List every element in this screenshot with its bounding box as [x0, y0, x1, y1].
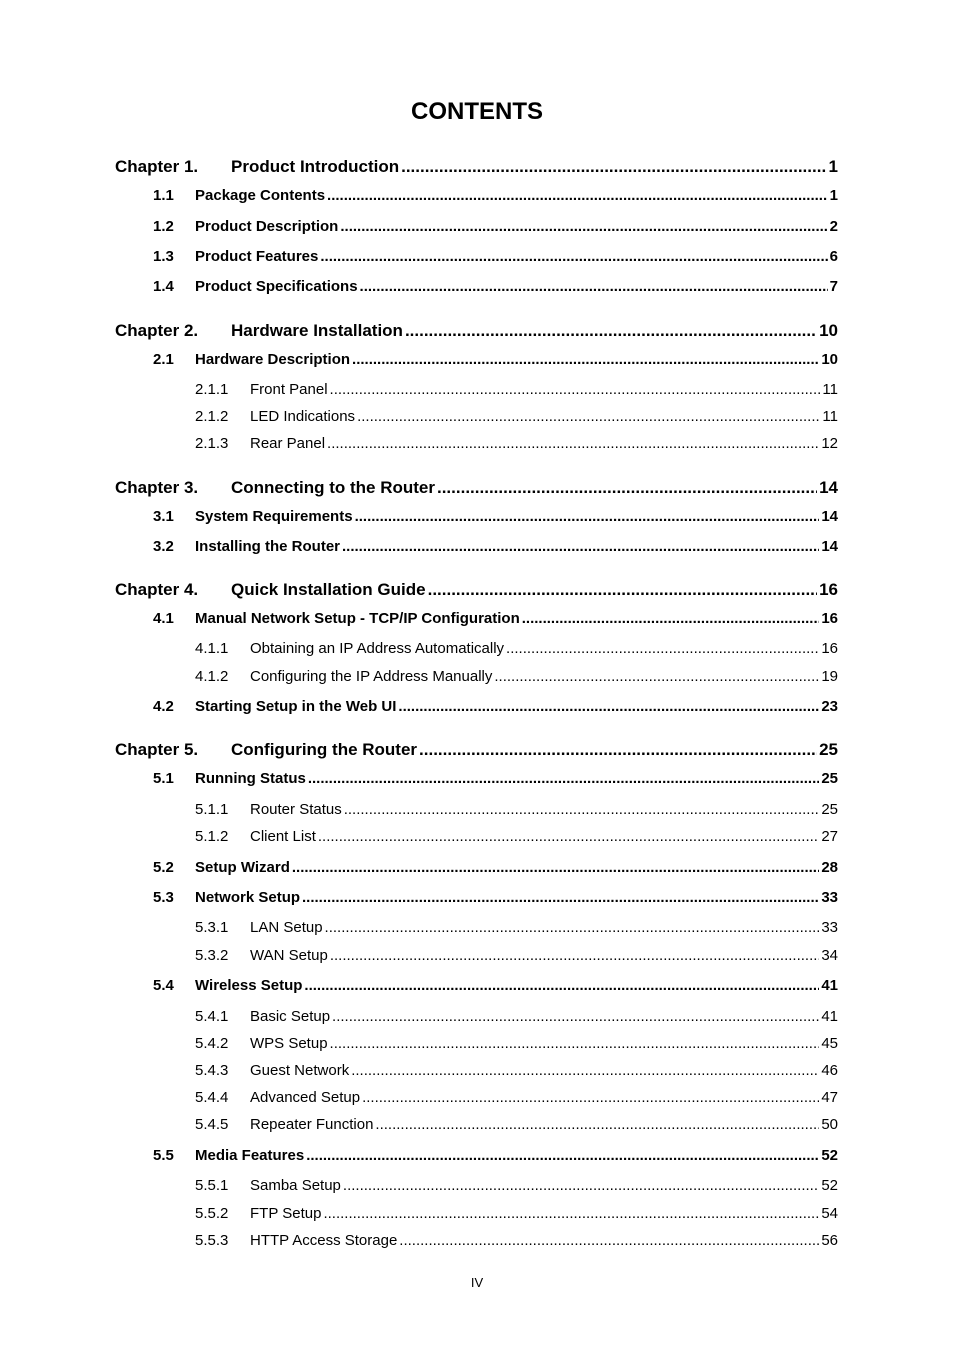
entry-title: Repeater Function [250, 1116, 374, 1133]
entry-title: LAN Setup [250, 919, 323, 936]
entry-title: Network Setup [195, 889, 301, 906]
toc-section-entry[interactable] [153, 770, 838, 787]
entry-page: 52 [821, 1177, 838, 1194]
entry-title: Starting Setup in the Web UI [195, 698, 397, 715]
entry-number: 5.4.5 [195, 1116, 229, 1133]
toc-subsection-entry[interactable] [195, 408, 838, 425]
entry-number: Chapter 4. [115, 580, 199, 599]
entry-page: 46 [821, 1062, 838, 1079]
entry-number: 3.2 [153, 538, 174, 555]
dot-leader [360, 278, 828, 295]
dot-leader [304, 977, 819, 994]
entry-title: Product Specifications [195, 278, 358, 295]
dot-leader [428, 580, 817, 600]
dot-leader [327, 187, 828, 204]
toc-subsection-entry[interactable] [195, 947, 838, 964]
entry-page: 56 [821, 1232, 838, 1249]
toc-section-entry[interactable] [153, 248, 838, 265]
entry-number: 5.4.4 [195, 1089, 229, 1106]
toc-subsection-entry[interactable] [195, 1008, 838, 1025]
dot-leader [506, 640, 819, 657]
dot-leader [494, 668, 819, 685]
toc-subsection-entry[interactable] [195, 828, 838, 845]
entry-page: 27 [821, 828, 838, 845]
entry-page: 25 [819, 740, 838, 759]
entry-number: 3.1 [153, 508, 174, 525]
entry-number: 5.2 [153, 859, 174, 876]
dot-leader [330, 1035, 820, 1052]
dot-leader [399, 1232, 819, 1249]
toc-chapter-entry[interactable] [115, 478, 838, 498]
entry-number: 5.3 [153, 889, 174, 906]
entry-title: Basic Setup [250, 1008, 331, 1025]
entry-title: Advanced Setup [250, 1089, 361, 1106]
entry-title: Front Panel [250, 381, 328, 398]
entry-title: Rear Panel [250, 435, 326, 452]
toc-subsection-entry[interactable] [195, 1116, 838, 1133]
entry-number: 1.3 [153, 248, 174, 265]
entry-number: 5.4 [153, 977, 174, 994]
entry-number: 5.5 [153, 1147, 174, 1164]
entry-number: 2.1.3 [195, 435, 229, 452]
toc-subsection-entry[interactable] [195, 1062, 838, 1079]
dot-leader [332, 1008, 819, 1025]
entry-number: 5.4.3 [195, 1062, 229, 1079]
dot-leader [419, 740, 817, 760]
entry-number: 2.1.1 [195, 381, 229, 398]
entry-number: 5.4.1 [195, 1008, 229, 1025]
entry-number: 5.5.1 [195, 1177, 229, 1194]
entry-number: 5.5.2 [195, 1205, 229, 1222]
entry-number: 4.1 [153, 610, 174, 627]
toc-section-entry[interactable] [153, 698, 838, 715]
dot-leader [325, 919, 820, 936]
dot-leader [362, 1089, 819, 1106]
entry-number: 5.1.2 [195, 828, 229, 845]
entry-title: Configuring the Router [231, 740, 418, 759]
entry-number: 5.3.2 [195, 947, 229, 964]
toc-subsection-entry[interactable] [195, 1089, 838, 1106]
entry-page: 16 [821, 610, 838, 627]
entry-page: 14 [821, 538, 838, 555]
entry-title: Running Status [195, 770, 306, 787]
dot-leader [330, 381, 821, 398]
page-title: CONTENTS [411, 98, 543, 125]
entry-title: WAN Setup [250, 947, 328, 964]
dot-leader [306, 1147, 819, 1164]
toc-subsection-entry[interactable] [195, 1205, 838, 1222]
entry-title: Package Contents [195, 187, 326, 204]
entry-title: LED Indications [250, 408, 356, 425]
toc-subsection-entry[interactable] [195, 1035, 838, 1052]
entry-title: Guest Network [250, 1062, 350, 1079]
dot-leader [357, 408, 820, 425]
entry-title: Hardware Installation [231, 321, 403, 340]
dot-leader [340, 218, 827, 235]
toc-chapter-entry[interactable] [115, 580, 838, 600]
entry-number: 5.5.3 [195, 1232, 229, 1249]
entry-page: 10 [821, 351, 838, 368]
toc-chapter-entry[interactable] [115, 321, 838, 341]
entry-page: 25 [821, 801, 838, 818]
toc-subsection-entry[interactable] [195, 381, 838, 398]
entry-number: Chapter 2. [115, 321, 199, 340]
entry-page: 12 [821, 435, 838, 452]
toc-section-entry[interactable] [153, 889, 838, 906]
entry-title: Hardware Description [195, 351, 351, 368]
dot-leader [343, 1177, 819, 1194]
entry-title: Client List [250, 828, 316, 845]
entry-page: 52 [821, 1147, 838, 1164]
entry-title: Product Features [195, 248, 319, 265]
dot-leader [401, 157, 826, 177]
entry-page: 6 [829, 248, 838, 265]
toc-subsection-entry[interactable] [195, 668, 838, 685]
dot-leader [327, 435, 819, 452]
dot-leader [344, 801, 820, 818]
entry-title: Obtaining an IP Address Automatically [250, 640, 505, 657]
dot-leader [405, 321, 817, 341]
toc-chapter-entry[interactable] [115, 740, 838, 760]
entry-title: Media Features [195, 1147, 305, 1164]
toc-section-entry[interactable] [153, 218, 838, 235]
toc-section-entry[interactable] [153, 1147, 838, 1164]
entry-title: System Requirements [195, 508, 353, 525]
toc-section-entry[interactable] [153, 351, 838, 368]
entry-page: 33 [821, 889, 838, 906]
dot-leader [302, 889, 819, 906]
entry-page: 19 [821, 668, 838, 685]
entry-page: 1 [829, 187, 838, 204]
entry-title: Configuring the IP Address Manually [250, 668, 493, 685]
entry-number: 1.2 [153, 218, 174, 235]
toc-subsection-entry[interactable] [195, 919, 838, 936]
entry-page: 28 [821, 859, 838, 876]
entry-title: Product Description [195, 218, 339, 235]
toc-subsection-entry[interactable] [195, 640, 838, 657]
entry-title: Product Introduction [231, 157, 400, 176]
toc-section-entry[interactable] [153, 859, 838, 876]
entry-page: 47 [821, 1089, 838, 1106]
page-number: IV [470, 1275, 484, 1290]
entry-page: 11 [822, 408, 838, 425]
dot-leader [308, 770, 819, 787]
entry-title: HTTP Access Storage [250, 1232, 398, 1249]
entry-number: 1.1 [153, 187, 174, 204]
entry-number: 1.4 [153, 278, 174, 295]
toc-section-entry[interactable] [153, 187, 838, 204]
entry-page: 25 [821, 770, 838, 787]
dot-leader [437, 478, 817, 498]
entry-number: 4.1.1 [195, 640, 229, 657]
toc-section-entry[interactable] [153, 538, 838, 555]
entry-page: 11 [822, 381, 838, 398]
entry-number: 2.1.2 [195, 408, 229, 425]
entry-title: Installing the Router [195, 538, 341, 555]
dot-leader [320, 248, 827, 265]
entry-page: 14 [819, 478, 838, 497]
entry-number: 5.4.2 [195, 1035, 229, 1052]
entry-number: 2.1 [153, 351, 174, 368]
entry-number: 5.3.1 [195, 919, 229, 936]
dot-leader [292, 859, 819, 876]
entry-page: 54 [821, 1205, 838, 1222]
entry-page: 16 [821, 640, 838, 657]
entry-page: 33 [821, 919, 838, 936]
dot-leader [352, 351, 819, 368]
entry-number: 5.1.1 [195, 801, 229, 818]
dot-leader [323, 1205, 819, 1222]
entry-number: 5.1 [153, 770, 174, 787]
entry-number: Chapter 3. [115, 478, 199, 497]
entry-title: Quick Installation Guide [231, 580, 426, 599]
dot-leader [318, 828, 819, 845]
entry-title: Setup Wizard [195, 859, 290, 876]
toc-subsection-entry[interactable] [195, 1177, 838, 1194]
toc-section-entry[interactable] [153, 610, 838, 627]
toc-subsection-entry[interactable] [195, 801, 838, 818]
dot-leader [522, 610, 820, 627]
entry-page: 41 [821, 1008, 838, 1025]
entry-title: Connecting to the Router [231, 478, 435, 497]
toc-section-entry[interactable] [153, 278, 838, 295]
entry-number: 4.2 [153, 698, 174, 715]
entry-title: FTP Setup [250, 1205, 322, 1222]
toc-subsection-entry[interactable] [195, 435, 838, 452]
entry-page: 41 [821, 977, 838, 994]
entry-title: Samba Setup [250, 1177, 341, 1194]
entry-page: 14 [821, 508, 838, 525]
dot-leader [342, 538, 819, 555]
toc-section-entry[interactable] [153, 508, 838, 525]
toc-subsection-entry[interactable] [195, 1232, 838, 1249]
entry-title: Wireless Setup [195, 977, 303, 994]
entry-page: 45 [821, 1035, 838, 1052]
dot-leader [375, 1116, 819, 1133]
dot-leader [330, 947, 820, 964]
toc-section-entry[interactable] [153, 977, 838, 994]
entry-title: Router Status [250, 801, 342, 818]
entry-title: WPS Setup [250, 1035, 328, 1052]
entry-number: Chapter 5. [115, 740, 199, 759]
dot-leader [351, 1062, 819, 1079]
entry-page: 16 [819, 580, 838, 599]
dot-leader [398, 698, 819, 715]
entry-page: 23 [821, 698, 838, 715]
entry-page: 50 [821, 1116, 838, 1133]
entry-page: 10 [819, 321, 838, 340]
entry-page: 2 [829, 218, 838, 235]
entry-number: 4.1.2 [195, 668, 229, 685]
entry-page: 34 [821, 947, 838, 964]
entry-page: 7 [829, 278, 838, 295]
dot-leader [355, 508, 820, 525]
entry-page: 1 [828, 157, 838, 176]
entry-title: Manual Network Setup - TCP/IP Configuration [195, 610, 520, 627]
toc-chapter-entry[interactable] [115, 157, 838, 177]
entry-number: Chapter 1. [115, 157, 199, 176]
